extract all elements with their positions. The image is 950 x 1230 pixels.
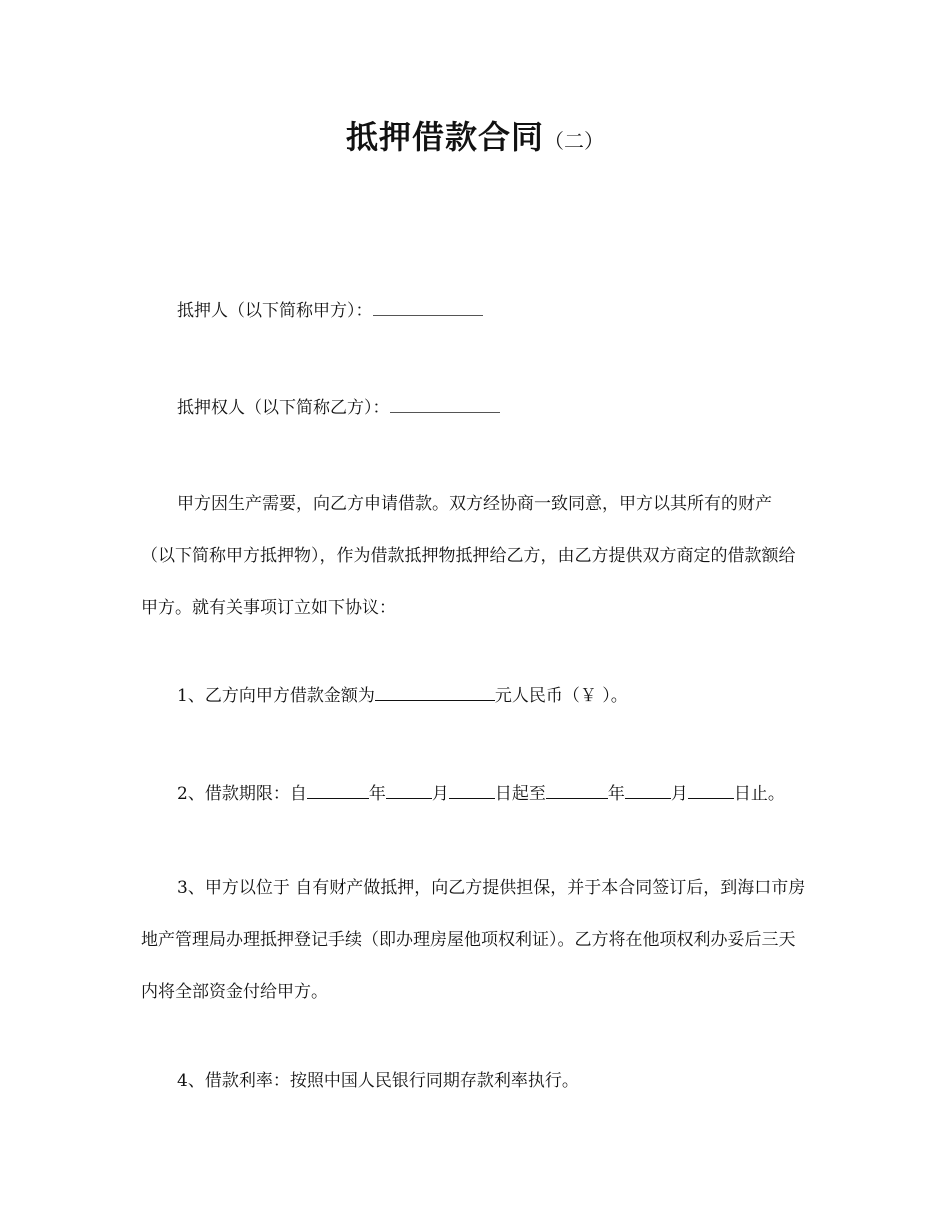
mortgagor-label: 抵押人（以下简称甲方）： <box>177 301 373 321</box>
intro-paragraph: 甲方因生产需要，向乙方申请借款。双方经协商一致同意，甲方以其所有的财产 （以下简称甲方抵押物），作为借款抵押物抵押给乙方，由乙方提供双方商定的借款额给甲方。就有关事项订立如下协议： <box>141 494 796 618</box>
clause-1-prefix: 1、乙方向甲方借款金额为 <box>177 686 375 706</box>
clause-3: 3、甲方以位于 自有财产做抵押，向乙方提供担保，并于本合同签订后，到海口市房地产管理局办理抵押登记手续（即办理房屋他项权利证）。乙方将在他项权利办妥后三天内将全部资金付给甲方。 <box>141 878 806 1002</box>
clause-1-suffix: 元人民币（￥ ）。 <box>494 686 628 706</box>
clause-2-prefix: 2、借款期限：自 <box>177 784 307 804</box>
clause-4: 4、借款利率：按照中国人民银行同期存款利率执行。 <box>177 1071 579 1091</box>
end-year-blank <box>546 780 608 799</box>
end-year-label: 年 <box>607 784 625 804</box>
start-day-label: 日起至 <box>494 784 546 804</box>
document-title <box>0 112 950 158</box>
mortgagee-line <box>177 393 811 423</box>
start-month-label: 月 <box>431 784 449 804</box>
end-day-label: 日止。 <box>733 784 785 804</box>
start-month-blank <box>386 780 432 799</box>
start-year-blank <box>307 780 369 799</box>
title-sub: （二） <box>544 129 604 153</box>
end-month-label: 月 <box>670 784 688 804</box>
clause-1 <box>177 681 811 711</box>
loan-amount-blank <box>375 682 495 701</box>
start-day-blank <box>449 780 495 799</box>
title-main: 抵押借款合同 <box>345 118 544 156</box>
end-day-blank <box>688 780 734 799</box>
end-month-blank <box>625 780 671 799</box>
start-year-label: 年 <box>368 784 386 804</box>
mortgagor-line <box>177 296 811 326</box>
mortgagee-label: 抵押权人（以下简称乙方）： <box>177 398 390 418</box>
clause-2 <box>177 779 811 809</box>
mortgagor-blank <box>373 297 483 316</box>
mortgagee-blank <box>390 394 500 413</box>
